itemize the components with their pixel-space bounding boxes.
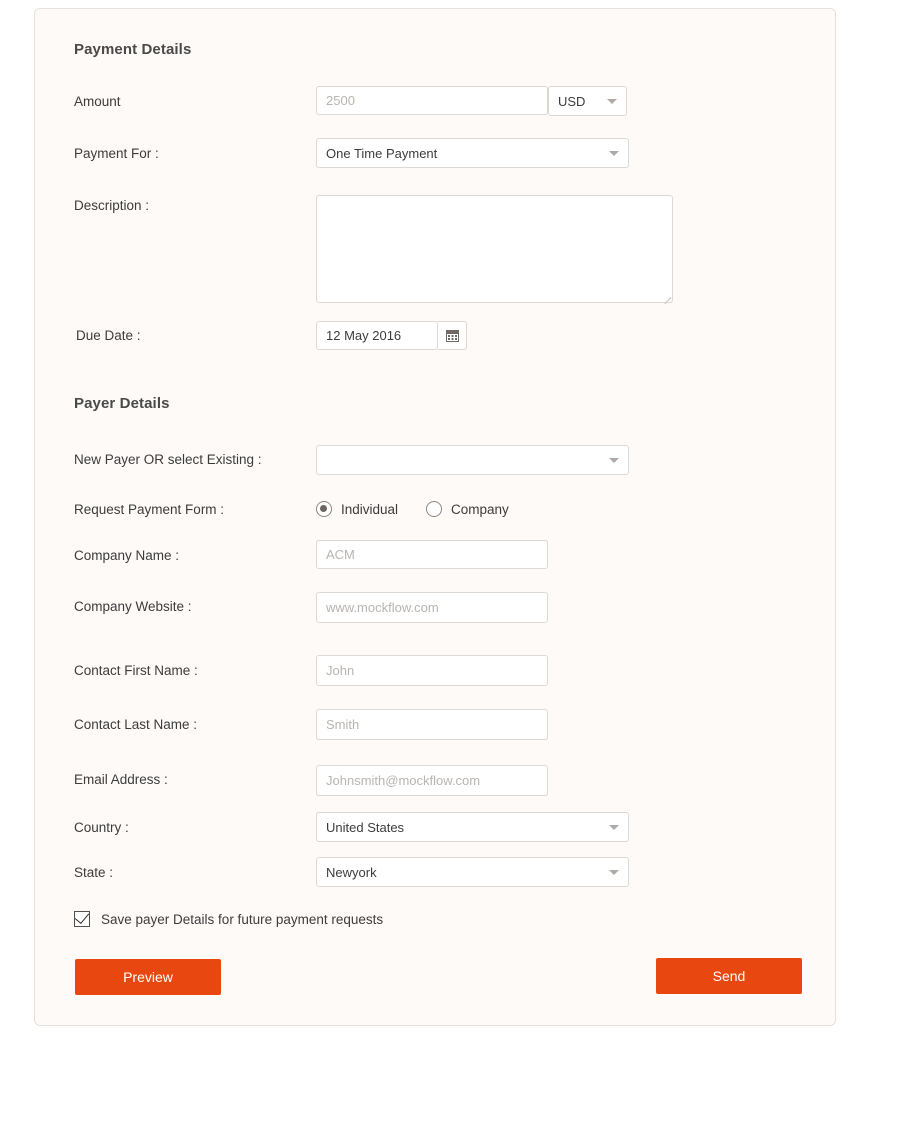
save-payer-checkbox-row[interactable] <box>74 911 383 927</box>
send-button[interactable]: Send <box>656 958 802 994</box>
radio-individual-label: Individual <box>341 501 399 517</box>
amount-input[interactable] <box>316 86 548 115</box>
chevron-down-icon <box>607 99 617 104</box>
state-select[interactable] <box>316 857 629 887</box>
state-label: State : <box>74 865 114 880</box>
state-value: Newyork <box>326 864 377 880</box>
new-payer-label: New Payer OR select Existing : <box>74 452 262 467</box>
country-value: United States <box>326 819 405 835</box>
contact-last-name-input[interactable] <box>316 709 548 740</box>
company-name-input[interactable] <box>316 540 548 569</box>
chevron-down-icon <box>609 870 619 875</box>
description-label: Description : <box>74 198 150 213</box>
payment-for-select[interactable] <box>316 138 629 168</box>
country-select[interactable] <box>316 812 629 842</box>
chevron-down-icon <box>609 825 619 830</box>
request-payment-form-label: Request Payment Form : <box>74 502 225 517</box>
due-date-label: Due Date : <box>76 328 141 343</box>
email-address-label: Email Address : <box>74 772 168 787</box>
email-address-input[interactable] <box>316 765 548 796</box>
due-date-input[interactable] <box>316 321 438 350</box>
payment-for-label: Payment For : <box>74 146 159 161</box>
checkbox-icon <box>74 911 90 927</box>
radio-individual[interactable] <box>316 501 398 517</box>
company-website-input[interactable] <box>316 592 548 623</box>
radio-company-icon <box>426 501 442 517</box>
amount-label: Amount <box>74 94 121 109</box>
payer-details-heading: Payer Details <box>74 395 170 412</box>
radio-company[interactable] <box>426 501 509 517</box>
preview-button[interactable]: Preview <box>75 959 221 995</box>
country-label: Country : <box>74 820 129 835</box>
currency-select[interactable] <box>548 86 627 116</box>
payment-for-value: One Time Payment <box>326 145 438 161</box>
radio-company-label: Company <box>451 501 509 517</box>
contact-first-name-input[interactable] <box>316 655 548 686</box>
save-payer-label: Save payer Details for future payment requests <box>101 911 384 927</box>
contact-last-name-label: Contact Last Name : <box>74 717 198 732</box>
chevron-down-icon <box>609 151 619 156</box>
payment-details-heading: Payment Details <box>74 41 192 58</box>
calendar-icon[interactable] <box>438 321 467 350</box>
existing-payer-select[interactable] <box>316 445 629 475</box>
payment-request-card <box>34 8 836 1026</box>
radio-individual-icon <box>316 501 332 517</box>
currency-value: USD <box>558 93 586 109</box>
description-textarea[interactable] <box>316 195 673 303</box>
company-website-label: Company Website : <box>74 599 192 614</box>
chevron-down-icon <box>609 458 619 463</box>
company-name-label: Company Name : <box>74 548 180 563</box>
contact-first-name-label: Contact First Name : <box>74 663 198 678</box>
